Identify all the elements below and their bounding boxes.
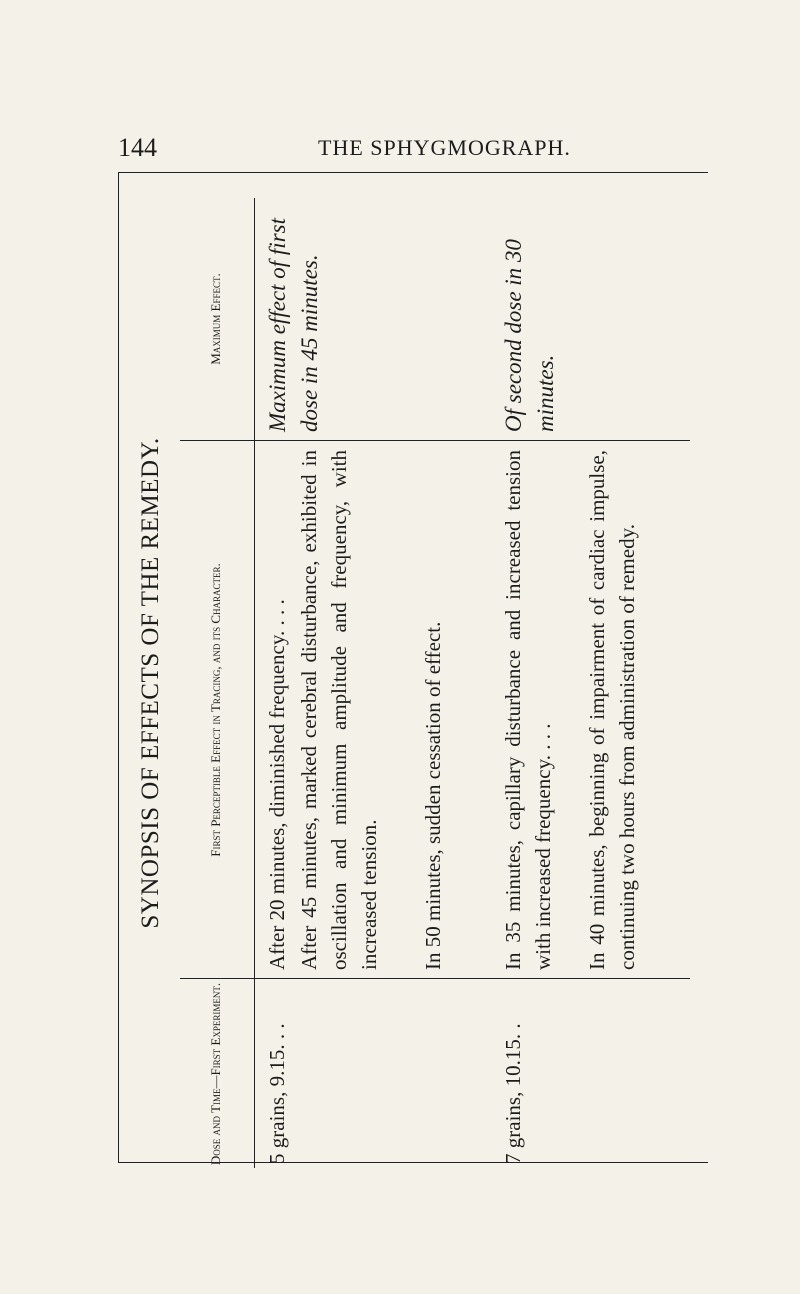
column-header-maximum: Maximum Effect. — [208, 273, 223, 365]
column-header-dose: Dose and Time—First Experiment. — [208, 982, 223, 1166]
row-2-maximum: Of second dose in 30 minutes. — [501, 239, 558, 432]
column-header-effect: First Perceptible Effect in Tracing, and its Character. — [208, 563, 223, 857]
table-caption: SYNOPSIS OF EFFECTS OF THE REMEDY. — [137, 437, 164, 929]
row-1-effect-1: After 20 minutes, diminished frequency. . . . — [265, 599, 289, 970]
row-1-maximum: Maximum effect of first dose in 45 minutes. — [265, 218, 322, 432]
row-2-effect-1: In 35 minutes, capillary disturbance and increased tension with increased frequency. . . . — [501, 450, 555, 970]
table-border-top — [118, 172, 708, 173]
row-1-dose: 5 grains, 9.15. . . — [265, 1023, 289, 1164]
column-divider — [180, 978, 690, 979]
row-2-effect-2: In 40 minutes, beginning of impairment of cardiac impulse, continuing two hours from administration of remedy. — [585, 450, 639, 970]
row-2-dose: 7 grains, 10.15. . — [501, 1023, 525, 1164]
running-title: THE SPHYGMOGRAPH. — [318, 135, 571, 160]
header-rule — [254, 198, 255, 1168]
row-1-effect-3: In 50 minutes, sudden cessation of effect. — [421, 621, 445, 970]
synopsis-table — [126, 198, 686, 1168]
row-1-effect-2: After 45 minutes, marked cerebral disturbance, exhibited in oscillation and minimum amplitude and frequency, with increased tension. — [297, 450, 381, 970]
page-number: 144 — [118, 133, 157, 162]
table-border-left — [118, 172, 119, 1162]
column-divider — [180, 440, 690, 441]
